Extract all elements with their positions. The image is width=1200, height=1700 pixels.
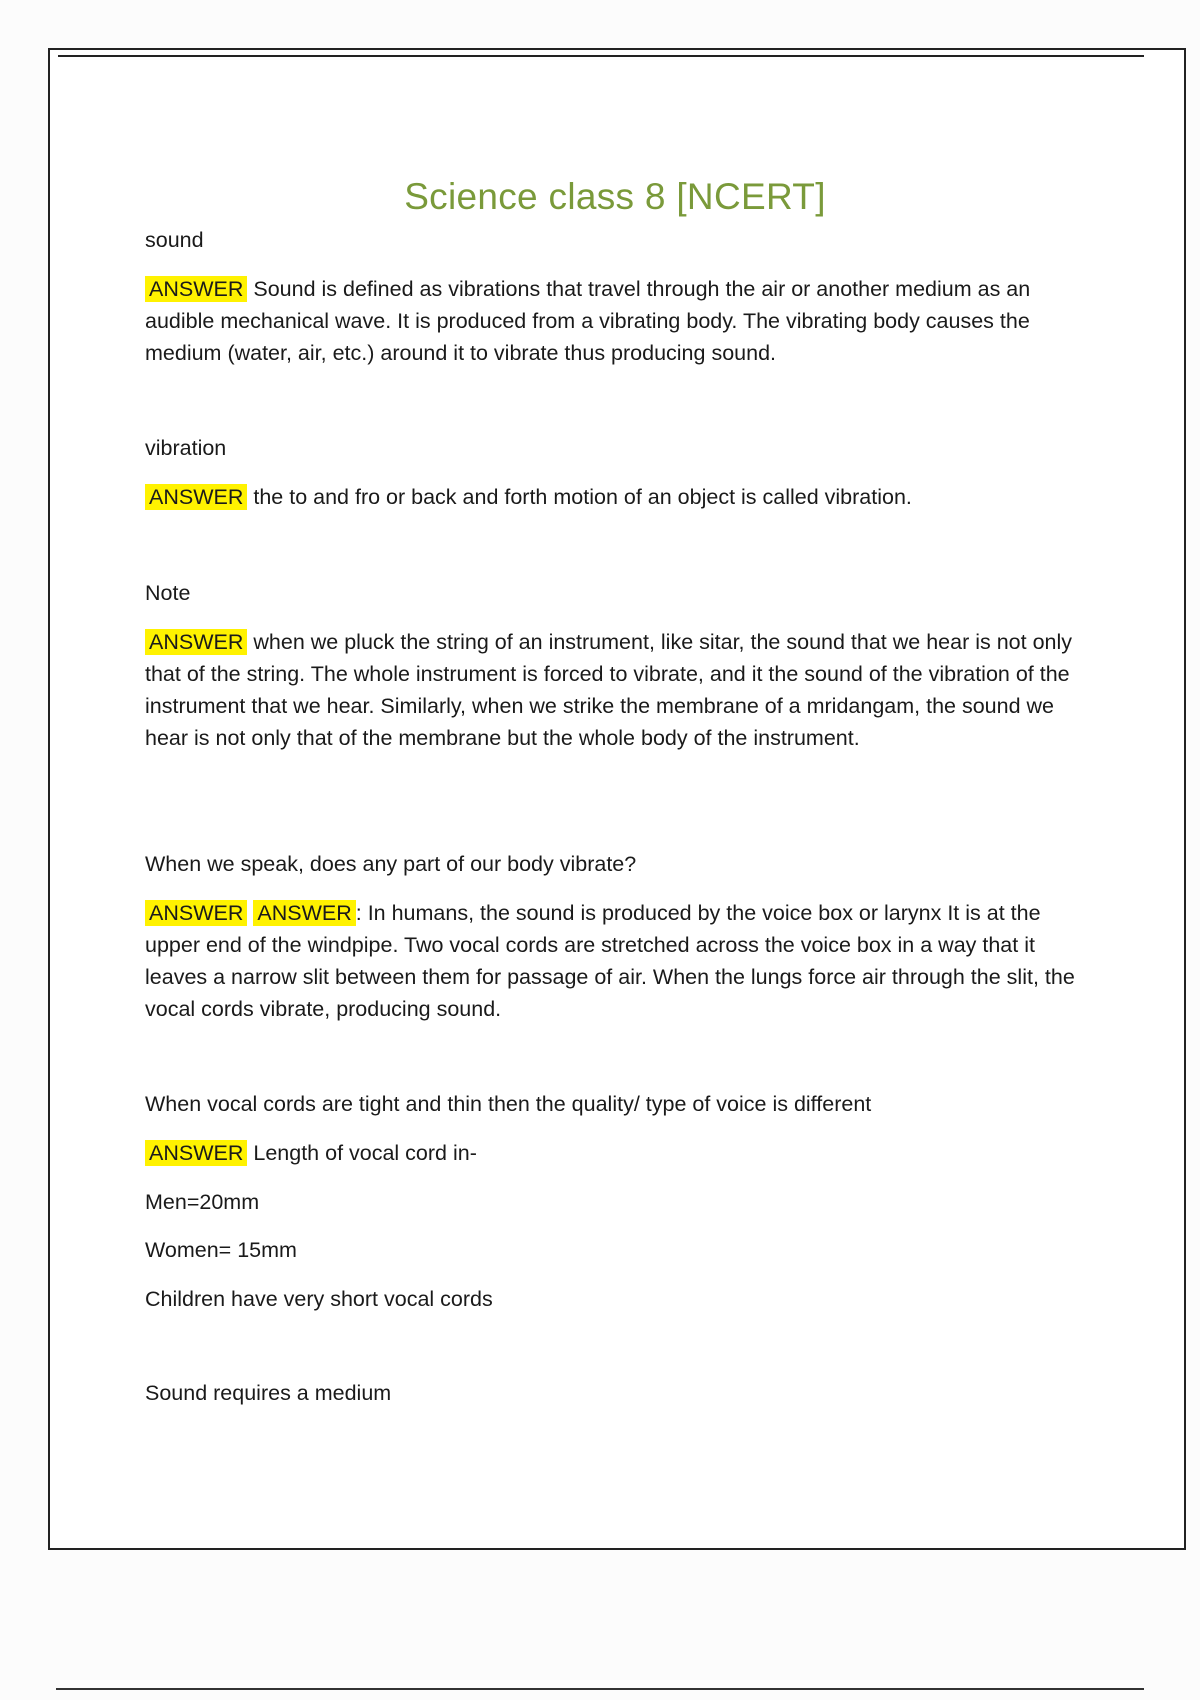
- closing-line: Sound requires a medium: [145, 1381, 392, 1405]
- document-title: Science class 8 [NCERT]: [404, 176, 826, 217]
- answer-paragraph: [145, 626, 1080, 754]
- answer-paragraph: [145, 1137, 1080, 1169]
- answer-tag: ANSWER: [145, 276, 247, 302]
- vocal-cord-line: Children have very short vocal cords: [145, 1287, 493, 1311]
- section-heading: When vocal cords are tight and thin then the quality/ type of voice is different: [145, 1092, 872, 1116]
- answer-text: Length of vocal cord in-: [253, 1141, 477, 1165]
- vocal-cord-line: Women= 15mm: [145, 1238, 297, 1262]
- answer-paragraph: [145, 273, 1080, 369]
- answer-text: the to and fro or back and forth motion of an object is called vibration.: [253, 485, 912, 509]
- answer-tag: ANSWER: [145, 484, 247, 510]
- vocal-cord-line: Men=20mm: [145, 1190, 260, 1214]
- answer-tag: ANSWER: [145, 900, 247, 926]
- section-heading: sound: [145, 228, 204, 252]
- answer-tag: ANSWER: [145, 629, 247, 655]
- answer-text: Sound is defined as vibrations that travel through the air or another medium as an audible mechanical wave. It is produced from a vibrating body. The vibrating body causes the medium (water, air, etc.) around it to vibrate thus producing sound.: [145, 277, 1031, 365]
- bottom-rule: [56, 1688, 1144, 1690]
- answer-tag: ANSWER: [253, 900, 355, 926]
- answer-text: : In humans, the sound is produced by the voice box or larynx It is at the upper end of the windpipe. Two vocal cords are stretched across the voice box in a way that it leaves a narrow slit between them for passage of air. When the lungs force air through the slit, the vocal cords vibrate, producing sound.: [145, 901, 1075, 1021]
- answer-paragraph: [145, 897, 1080, 1025]
- top-rule: [58, 55, 1144, 57]
- section-heading: Note: [145, 581, 191, 605]
- section-heading: vibration: [145, 436, 227, 460]
- answer-text: when we pluck the string of an instrument, like sitar, the sound that we hear is not only that of the string. The whole instrument is forced to vibrate, and it the sound of the vibration of the instrument that we hear. Similarly, when we strike the membrane of a mridangam, the sound we hear is not only that of the membrane but the whole body of the instrument.: [145, 630, 1073, 750]
- section-heading: When we speak, does any part of our body vibrate?: [145, 852, 637, 876]
- answer-tag: ANSWER: [145, 1140, 247, 1166]
- answer-paragraph: [145, 481, 1080, 513]
